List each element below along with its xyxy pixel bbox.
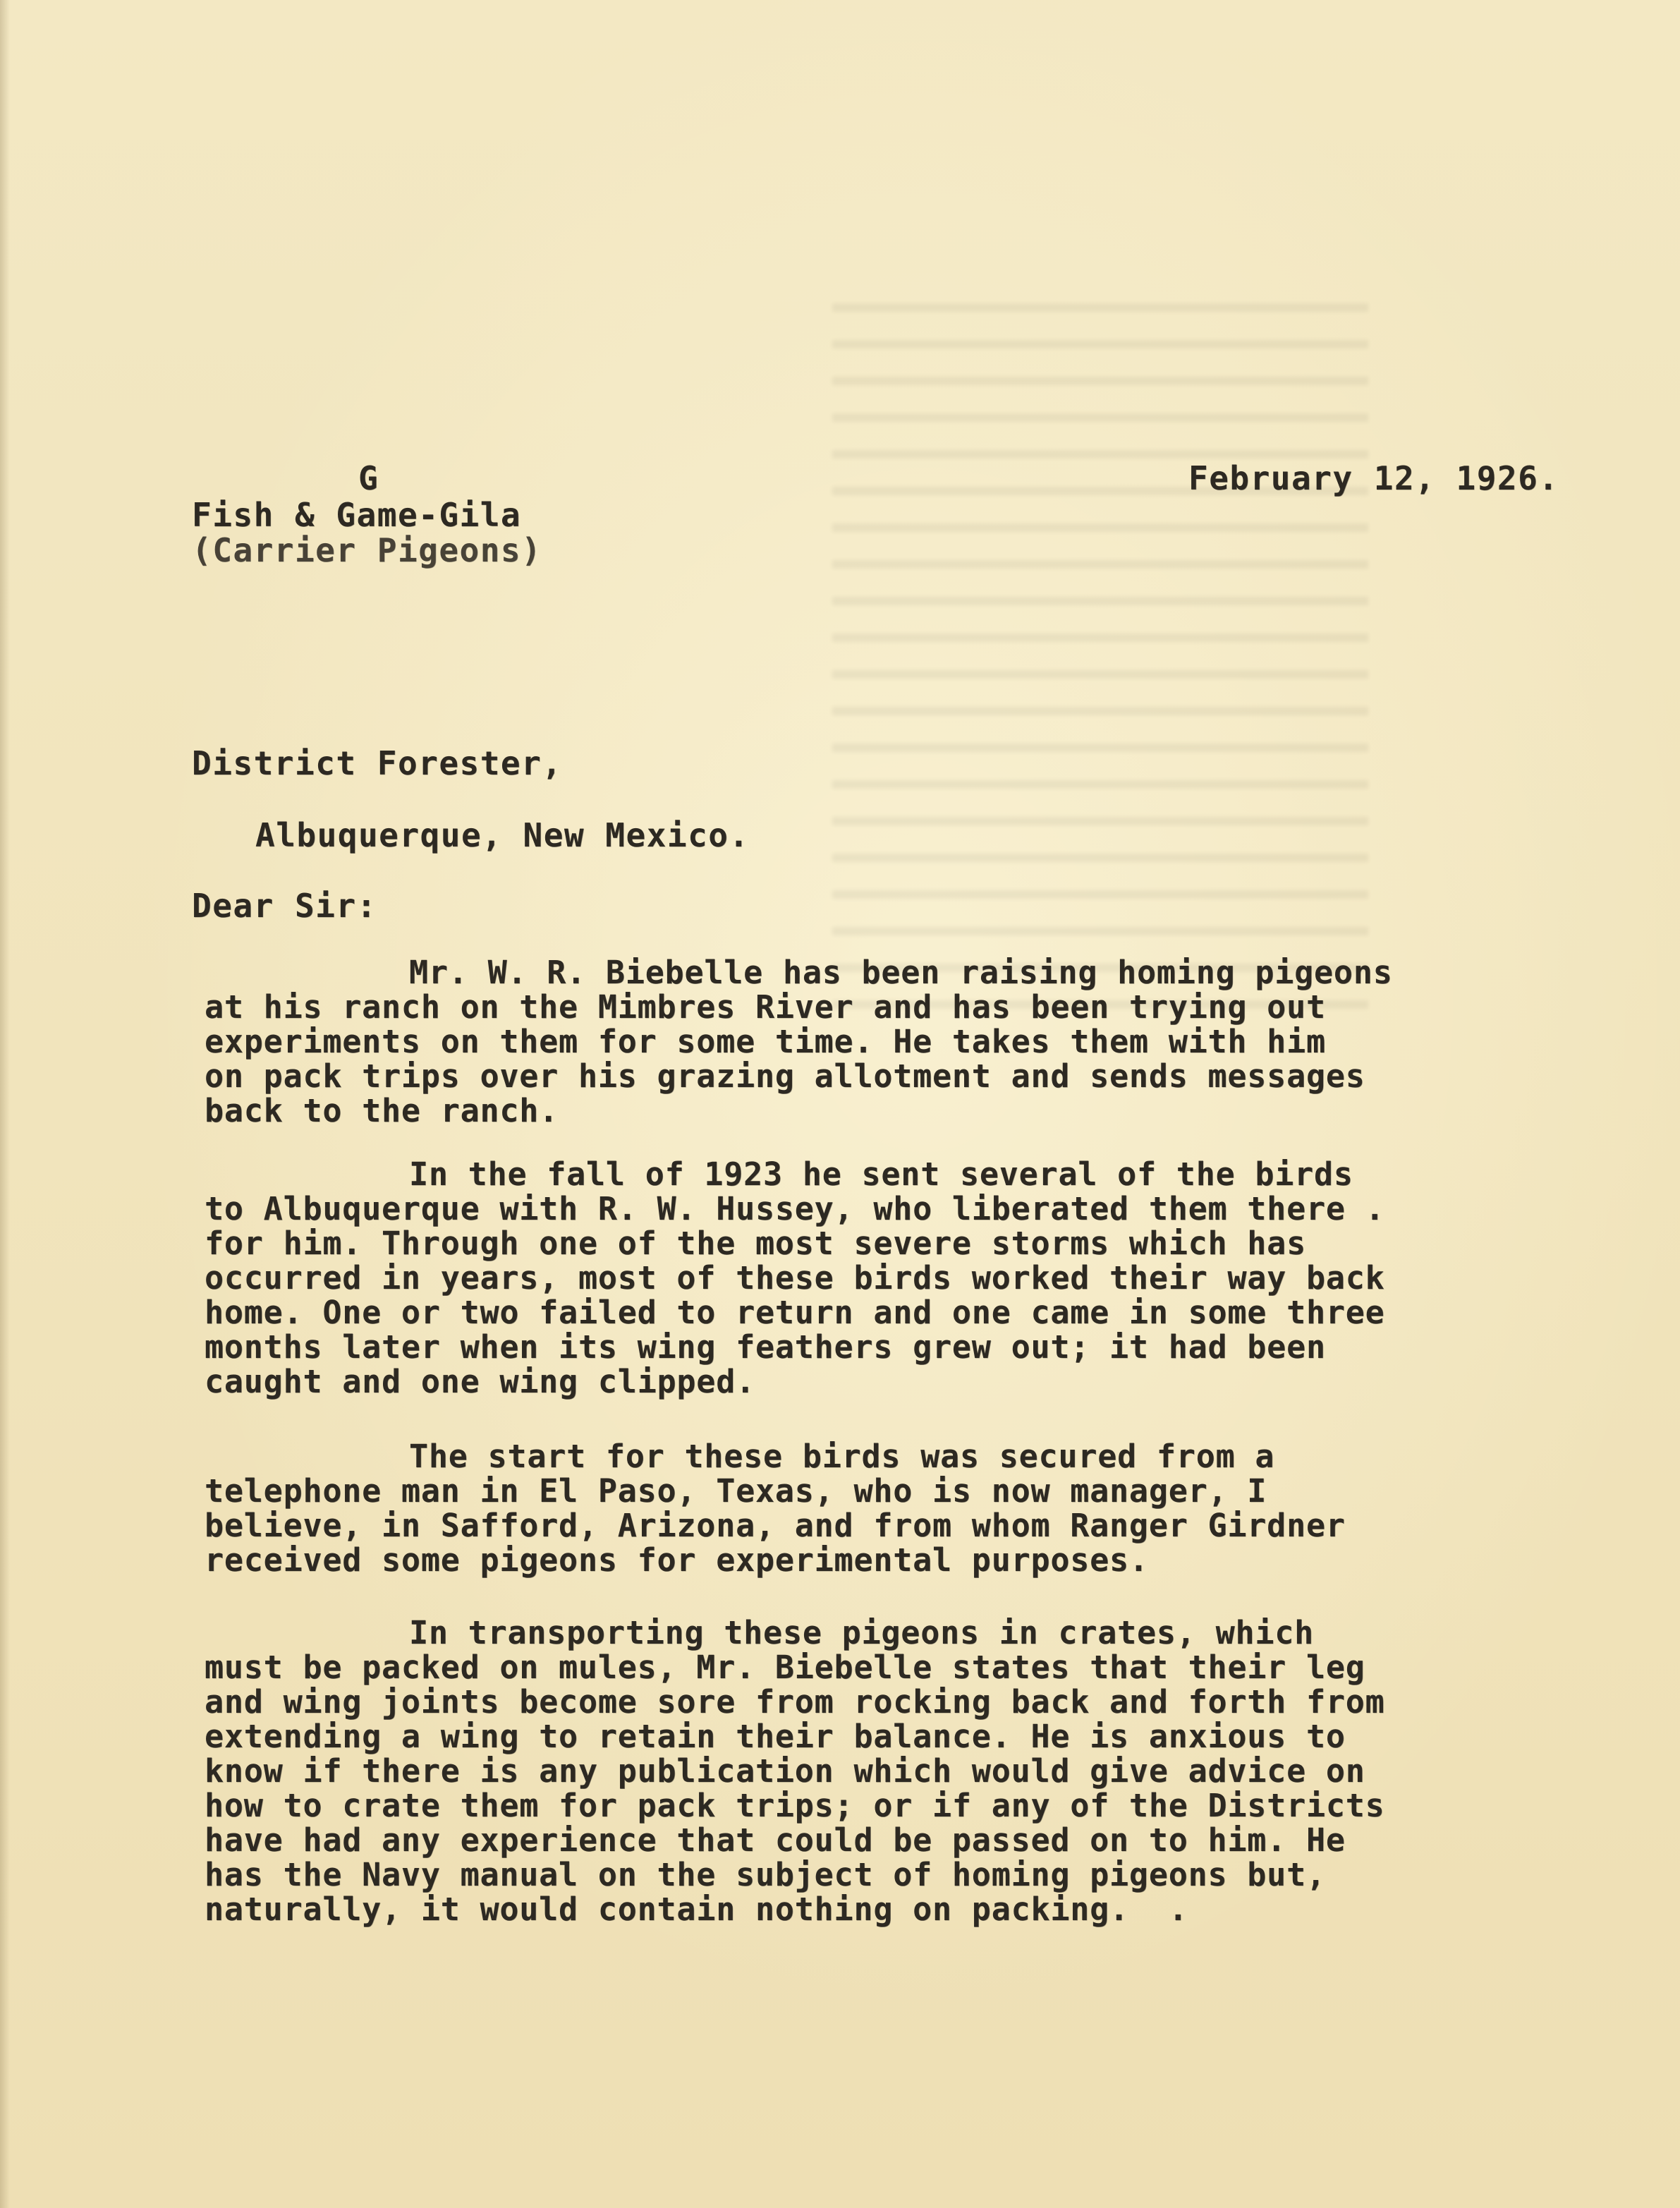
paragraph-4 <box>205 1615 1495 1927</box>
paragraph-line: In the fall of 1923 he sent several of the birds <box>409 1155 1353 1193</box>
paragraph-3 <box>205 1439 1495 1577</box>
paragraph-line: received some pigeons for experimental purposes. <box>205 1541 1149 1579</box>
paragraph-line: has the Navy manual on the subject of homing pigeons but, <box>205 1856 1326 1893</box>
subject-line-1: Fish & Game-Gila <box>192 496 522 534</box>
paragraph-line: occurred in years, most of these birds worked their way back <box>205 1259 1385 1297</box>
paragraph-line: on pack trips over his grazing allotment and sends messages <box>205 1057 1365 1095</box>
paragraph-line: must be packed on mules, Mr. Biebelle states that their leg <box>205 1649 1365 1686</box>
paragraph-line: believe, in Safford, Arizona, and from whom Ranger Girdner <box>205 1507 1346 1544</box>
paragraph-line: back to the ranch. <box>205 1092 559 1129</box>
letter-date: February 12, 1926. <box>1188 459 1559 497</box>
address-city: Albuquerque, New Mexico. <box>255 816 750 854</box>
paragraph-line: The start for these birds was secured from a <box>409 1438 1275 1475</box>
paragraph-line: Mr. W. R. Biebelle has been raising homing pigeons <box>409 954 1393 991</box>
paragraph-line: caught and one wing clipped. <box>205 1363 755 1400</box>
paragraph-line: months later when its wing feathers grew out; it had been <box>205 1328 1326 1366</box>
paragraph-line: how to crate them for pack trips; or if any of the Districts <box>205 1787 1385 1824</box>
paragraph-line: In transporting these pigeons in crates, which <box>409 1614 1315 1651</box>
paragraph-line: home. One or two failed to return and one came in some three <box>205 1294 1385 1331</box>
addressee: District Forester, <box>192 744 563 782</box>
paragraph-line: and wing joints become sore from rocking back and forth from <box>205 1683 1385 1721</box>
paragraph-line: at his ranch on the Mimbres River and has been trying out <box>205 988 1326 1026</box>
paragraph-line: telephone man in El Paso, Texas, who is now manager, I <box>205 1472 1267 1510</box>
paragraph-line: to Albuquerque with R. W. Hussey, who liberated them there . <box>205 1190 1385 1227</box>
paragraph-line: experiments on them for some time. He takes them with him <box>205 1023 1326 1060</box>
paragraph-line: know if there is any publication which would give advice on <box>205 1752 1365 1790</box>
paragraph-line: for him. Through one of the most severe storms which has <box>205 1225 1306 1262</box>
paragraph-line: extending a wing to retain their balance. He is anxious to <box>205 1718 1346 1755</box>
file-code: G <box>358 459 379 497</box>
paragraph-line: naturally, it would contain nothing on packing. . <box>205 1891 1188 1928</box>
show-through-text <box>832 303 1368 1009</box>
paragraph-line: have had any experience that could be passed on to him. He <box>205 1821 1346 1859</box>
paragraph-1 <box>205 955 1495 1128</box>
subject-line-2: (Carrier Pigeons) <box>192 531 542 569</box>
paragraph-2 <box>205 1157 1495 1399</box>
salutation: Dear Sir: <box>192 887 377 925</box>
page-edge-shadow <box>0 0 10 2208</box>
